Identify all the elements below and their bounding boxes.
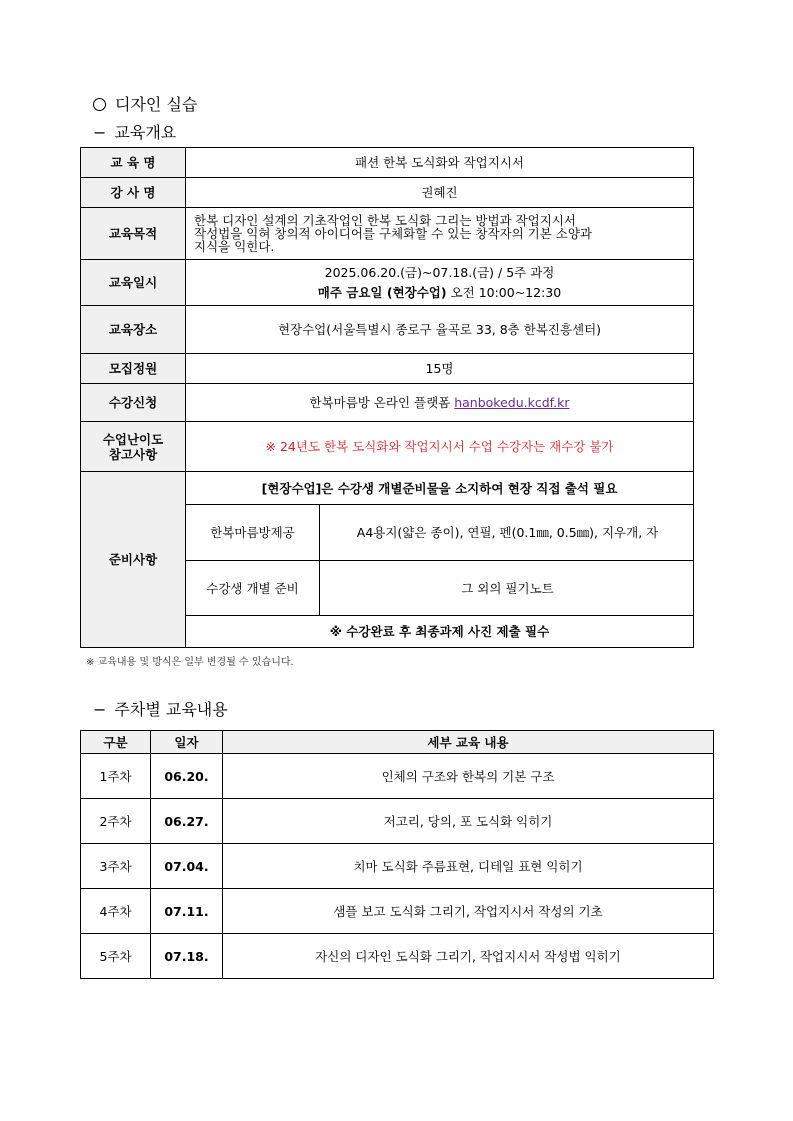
date-cell: 07.18.	[151, 934, 223, 979]
capacity-label: 모집정원	[81, 354, 186, 384]
apply-value: 한복마름방 온라인 플랫폼 hanbokedu.kcdf.kr	[186, 384, 694, 422]
name-label: 교 육 명	[81, 148, 186, 178]
prep-label: 준비사항	[81, 472, 186, 648]
difficulty-value: ※ 24년도 한복 도식화와 작업지시서 수업 수강자는 재수강 불가	[186, 422, 694, 472]
date-cell: 06.27.	[151, 799, 223, 844]
difficulty-label: 수업난이도 참고사항	[81, 422, 186, 472]
apply-link[interactable]: hanbokedu.kcdf.kr	[454, 395, 570, 410]
overview-table	[80, 147, 694, 648]
table-row	[81, 799, 714, 844]
overview-row-name	[81, 148, 694, 178]
week-cell: 3주차	[81, 844, 151, 889]
place-value: 현장수업(서울특별시 종로구 율곡로 33, 8층 한복진흥센터)	[186, 306, 694, 354]
date-cell: 07.11.	[151, 889, 223, 934]
schedule-value: 2025.06.20.(금)~07.18.(금) / 5주 과정 매주 금요일 (현장수업) 오전 10:00~12:30	[186, 260, 694, 306]
table-row	[81, 934, 714, 979]
dash-bullet-icon: −	[93, 700, 107, 719]
overview-row-purpose	[81, 208, 694, 260]
place-label: 교육장소	[81, 306, 186, 354]
content-cell: 인체의 구조와 한복의 기본 구조	[223, 754, 714, 799]
prep-item1-label: 한복마름방제공	[186, 505, 320, 561]
apply-label: 수강신청	[81, 384, 186, 422]
overview-row-instructor	[81, 178, 694, 208]
prep-header: [현장수업]은 수강생 개별준비물을 소지하여 현장 직접 출석 필요	[186, 472, 694, 505]
week-cell: 2주차	[81, 799, 151, 844]
change-notice: ※ 교육내용 및 방식은 일부 변경될 수 있습니다.	[86, 657, 294, 668]
header-content: 세부 교육 내용	[223, 731, 714, 754]
content-cell: 저고리, 당의, 포 도식화 익히기	[223, 799, 714, 844]
weekly-header-row	[81, 731, 714, 754]
overview-row-apply	[81, 384, 694, 422]
circle-bullet-icon	[93, 98, 106, 111]
prep-item2-value: 그 외의 필기노트	[320, 561, 694, 616]
overview-row-prep-header	[81, 472, 694, 505]
table-row	[81, 844, 714, 889]
content-cell: 샘플 보고 도식화 그리기, 작업지시서 작성의 기초	[223, 889, 714, 934]
name-value: 패션 한복 도식화와 작업지시서	[186, 148, 694, 178]
weekly-title: − 주차별 교육내용	[93, 700, 228, 719]
overview-row-schedule	[81, 260, 694, 306]
capacity-value: 15명	[186, 354, 694, 384]
section-title: 디자인 실습	[93, 92, 197, 115]
table-row	[81, 889, 714, 934]
week-cell: 5주차	[81, 934, 151, 979]
overview-row-place	[81, 306, 694, 354]
overview-row-difficulty	[81, 422, 694, 472]
header-week: 구분	[81, 731, 151, 754]
header-date: 일자	[151, 731, 223, 754]
instructor-value: 권혜진	[186, 178, 694, 208]
prep-footer: ※ 수강완료 후 최종과제 사진 제출 필수	[186, 616, 694, 648]
prep-item1-value: A4용지(얇은 종이), 연필, 펜(0.1㎜, 0.5㎜), 지우개, 자	[320, 505, 694, 561]
content-cell: 치마 도식화 주름표현, 디테일 표현 익히기	[223, 844, 714, 889]
overview-title: − 교육개요	[93, 123, 177, 142]
purpose-label: 교육목적	[81, 208, 186, 260]
schedule-label: 교육일시	[81, 260, 186, 306]
date-cell: 07.04.	[151, 844, 223, 889]
purpose-value: 한복 디자인 설계의 기초작업인 한복 도식화 그리는 방법과 작업지시서 작성법을 익혀 창의적 아이디어를 구체화할 수 있는 창작자의 기본 소양과 지식을 익힌다.	[186, 208, 694, 260]
instructor-label: 강 사 명	[81, 178, 186, 208]
week-cell: 4주차	[81, 889, 151, 934]
content-cell: 자신의 디자인 도식화 그리기, 작업지시서 작성법 익히기	[223, 934, 714, 979]
table-row	[81, 754, 714, 799]
overview-row-capacity	[81, 354, 694, 384]
date-cell: 06.20.	[151, 754, 223, 799]
week-cell: 1주차	[81, 754, 151, 799]
prep-item2-label: 수강생 개별 준비	[186, 561, 320, 616]
weekly-table	[80, 730, 714, 979]
dash-bullet-icon: −	[93, 123, 107, 142]
